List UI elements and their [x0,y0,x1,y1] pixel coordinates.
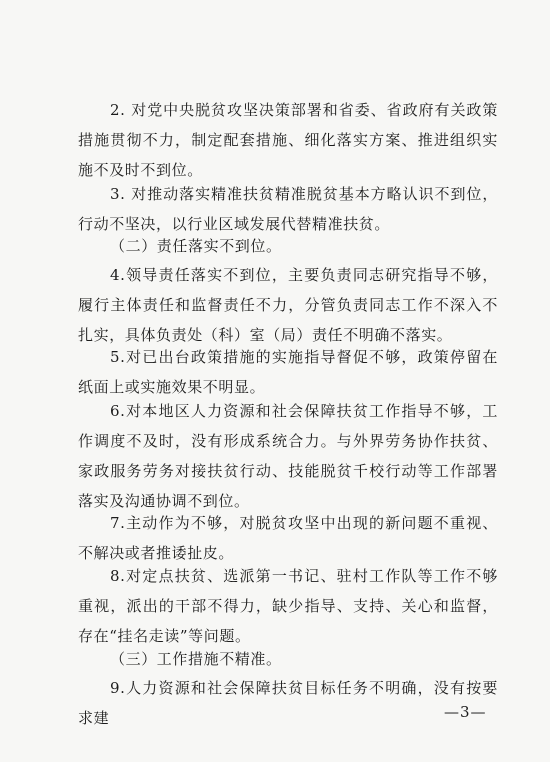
paragraph-item-9: 9.人力资源和社会保障扶贫目标任务不明确，没有按要求建 [78,679,498,727]
paragraph-item-3: 3. 对推动落实精准扶贫精准脱贫基本方略认识不到位，行动不坚决，以行业区域发展代替精准扶贫。 [78,185,498,233]
section-heading-responsibility: （二）责任落实不到位。 [110,237,282,255]
paragraph-item-8: 8.对定点扶贫、选派第一书记、驻村工作队等工作不够重视，派出的干部不得力，缺少指导、支持、关心和监督，存在“挂名走读”等问题。 [78,567,498,645]
paragraph-item-4: 4.领导责任落实不到位，主要负责同志研究指导不够，履行主体责任和监督责任不力，分管负责同志工作不深入不扎实，具体负责处（科）室（局）责任不明确不落实。 [78,266,498,344]
paragraph-item-5: 5.对已出台政策措施的实施指导督促不够，政策停留在纸面上或实施效果不明显。 [78,348,498,396]
paragraph-item-6: 6.对本地区人力资源和社会保障扶贫工作指导不够，工作调度不及时，没有形成系统合力。与外界劳务协作扶贫、家政服务劳务对接扶贫行动、技能脱贫千校行动等工作部署落实及沟通协调不到位。 [78,402,498,510]
section-heading-measures: （三）工作措施不精准。 [110,650,282,668]
page-number: —3— [444,703,487,721]
paragraph-item-7: 7.主动作为不够，对脱贫攻坚中出现的新问题不重视、不解决或者推诿扯皮。 [78,514,498,562]
paragraph-item-2: 2. 对党中央脱贫攻坚决策部署和省委、省政府有关政策措施贯彻不力，制定配套措施、细化落实方案、推进组织实施不及时不到位。 [78,101,498,179]
